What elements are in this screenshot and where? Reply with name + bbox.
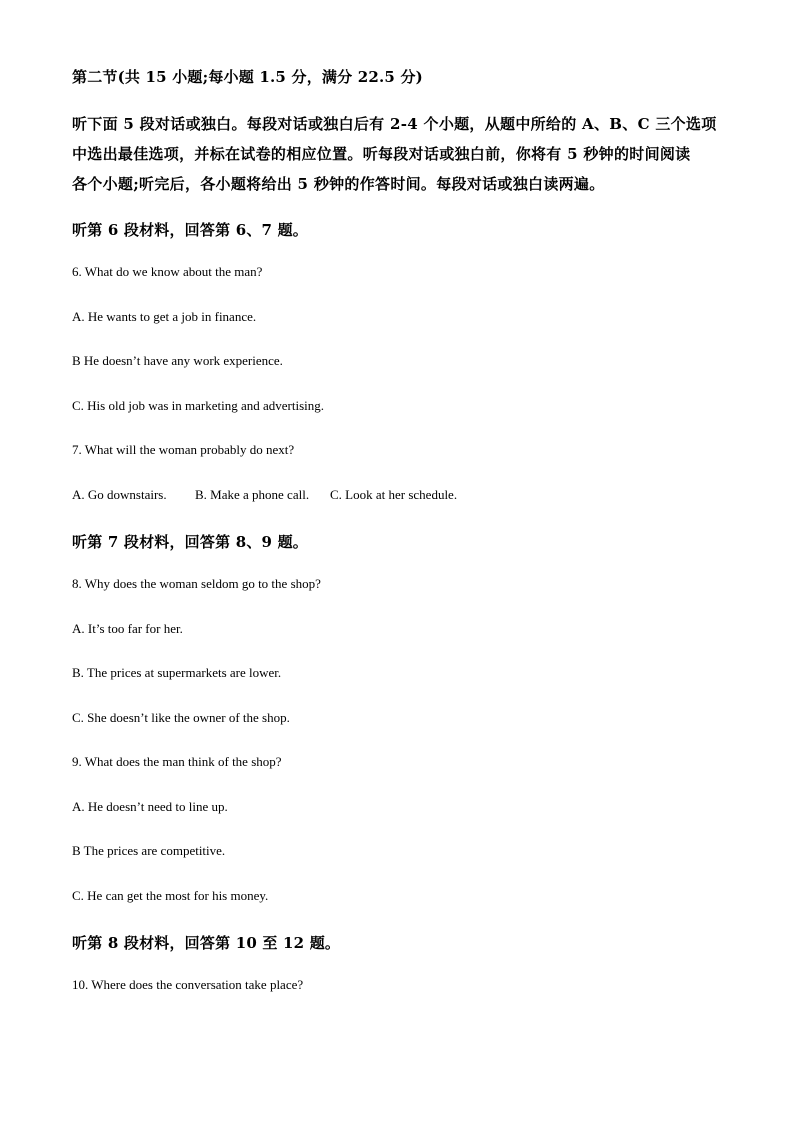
group-heading-6-7: 听第 6 段材料，回答第 6、7 题。: [72, 221, 309, 239]
section-title: 第二节(共 15 小题;每小题 1.5 分，满分 22.5 分): [72, 68, 423, 86]
question-8-option-a: A. It’s too far for her.: [72, 621, 183, 636]
question-6-stem: 6. What do we know about the man?: [72, 264, 263, 279]
question-7-stem: 7. What will the woman probably do next?: [72, 442, 295, 457]
instructions-line-2: 中选出最佳选项，并标在试卷的相应位置。听每段对话或独白前，你将有 5 秒钟的时间阅读: [72, 145, 691, 163]
group-heading-10-12: 听第 8 段材料，回答第 10 至 12 题。: [72, 934, 341, 952]
question-9-option-b: B The prices are competitive.: [72, 843, 226, 858]
question-6-option-a: A. He wants to get a job in finance.: [72, 309, 257, 324]
question-8-option-b: B. The prices at supermarkets are lower.: [72, 665, 282, 680]
question-6-option-c: C. His old job was in marketing and advertising.: [72, 398, 325, 413]
question-9-option-c: C. He can get the most for his money.: [72, 888, 269, 903]
question-8-stem: 8. Why does the woman seldom go to the shop?: [72, 576, 321, 591]
question-7-options: [72, 487, 457, 503]
question-6-option-b: B He doesn’t have any work experience.: [72, 353, 283, 368]
question-9-stem: 9. What does the man think of the shop?: [72, 754, 282, 769]
question-9-option-a: A. He doesn’t need to line up.: [72, 799, 228, 814]
group-heading-8-9: 听第 7 段材料，回答第 8、9 题。: [72, 533, 309, 551]
question-7-option-a: A. Go downstairs.: [72, 487, 167, 502]
instructions-line-3: 各个小题;听完后，各小题将给出 5 秒钟的作答时间。每段对话或独白读两遍。: [72, 175, 605, 193]
question-10-stem: 10. Where does the conversation take place?: [72, 977, 304, 992]
question-7-option-b: B. Make a phone call.: [195, 487, 310, 502]
question-7-option-c: C. Look at her schedule.: [330, 487, 458, 502]
question-8-option-c: C. She doesn’t like the owner of the shop.: [72, 710, 290, 725]
instructions-line-1: 听下面 5 段对话或独白。每段对话或独白后有 2-4 个小题，从题中所给的 A、B、C 三个选项: [72, 115, 717, 133]
